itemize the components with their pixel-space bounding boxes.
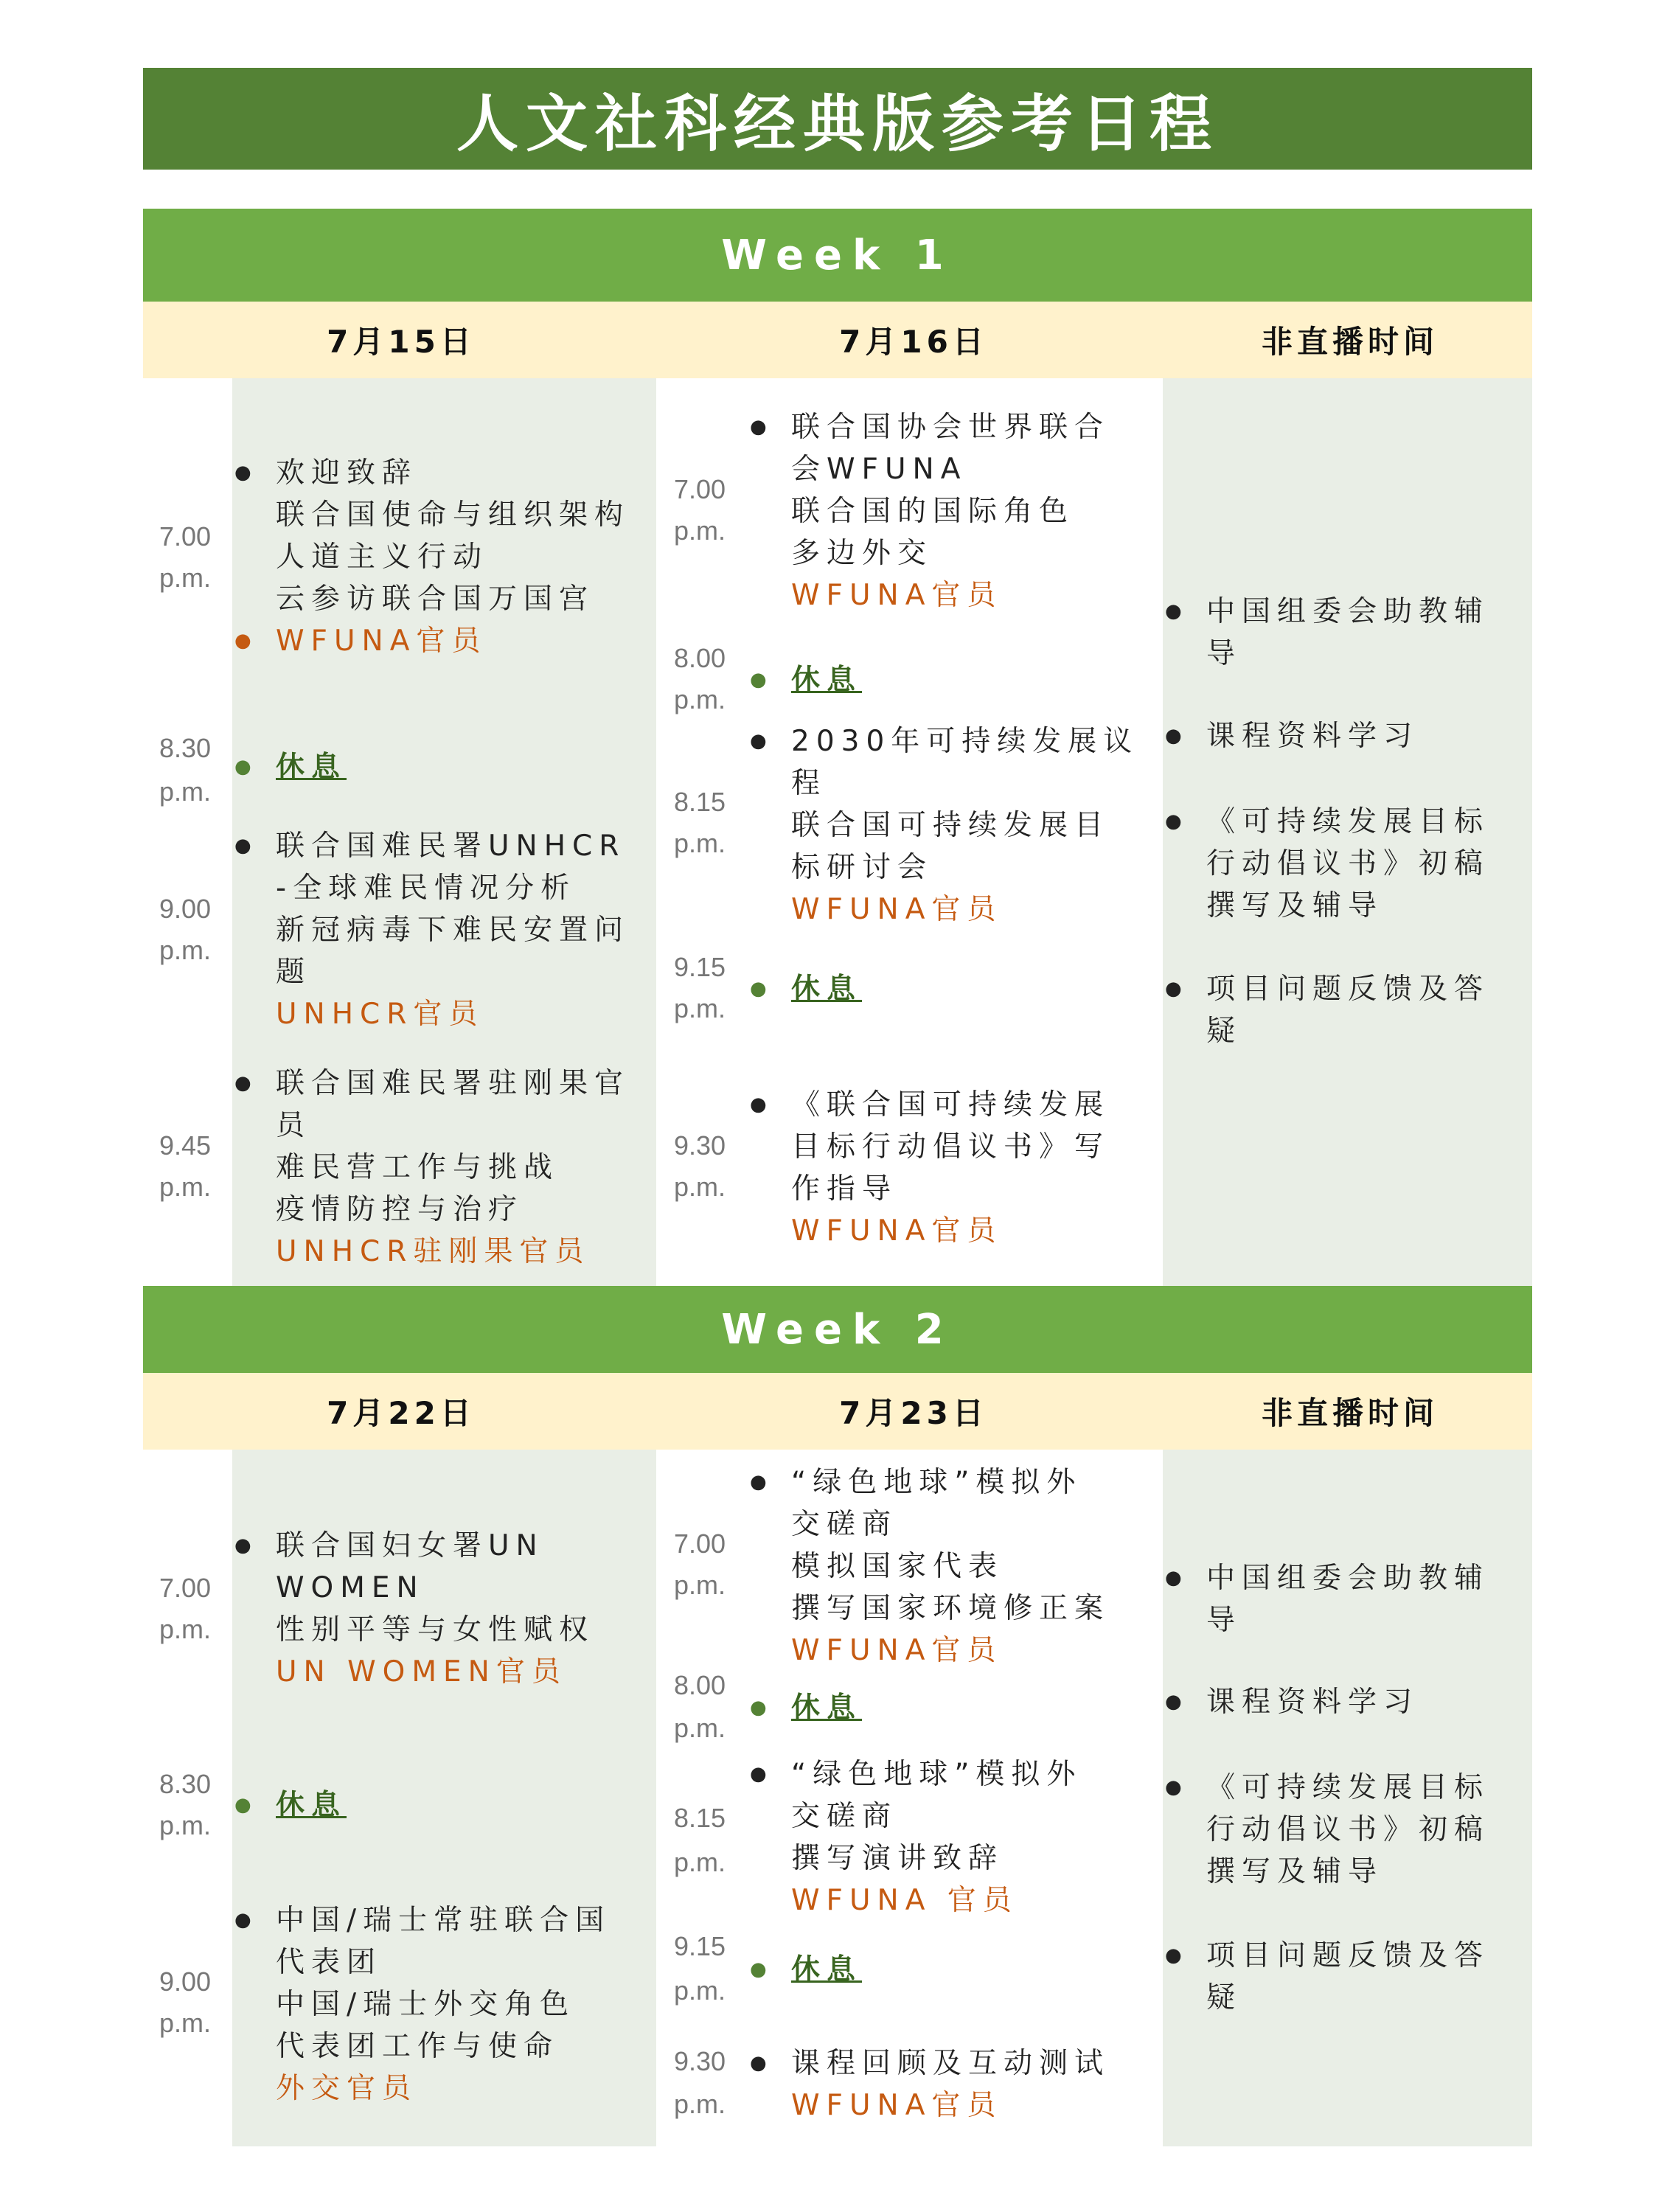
session-line: 云参访联合国万国宫 [276,582,595,616]
speaker-line: WFUNA 官员 [791,1884,1018,1917]
break-line: ● 休息 [276,746,347,788]
week2-time: p.m. [674,1713,726,1743]
speaker-line: UNHCR驻刚果官员 [276,1235,591,1268]
offline-line: 行动倡议书》初稿 [1206,1813,1490,1846]
offline-line: ● 中国组委会助教辅 [1206,591,1489,633]
session-line: 交磋商 [791,1800,898,1833]
bullet-icon: ● [750,978,773,1000]
break-line: ● 休息 [791,1687,862,1729]
session-line: ● 联合国难民署驻刚果官 [276,1062,630,1105]
session-line: ● 2030年可持续发展议 [791,720,1138,762]
week1-time: 9.30 [674,1130,726,1161]
page-title: 人文社科经典版参考日程 [456,87,1219,160]
session-line: 员 [276,1109,312,1142]
session-line: 疫情防控与治疗 [276,1193,524,1226]
week2-header-date2: 7月23日 [839,1395,988,1431]
session-line: 性别平等与女性赋权 [276,1613,595,1646]
week1-header-date2: 7月16日 [839,324,988,360]
speaker-line: UN WOMEN官员 [276,1655,567,1688]
session-line: ● 联合国协会世界联合 [791,406,1110,448]
session-line: 标研讨会 [791,851,933,884]
session-line: 多边外交 [791,537,933,570]
week1-banner [143,209,1532,302]
week2-col1-session1 [234,1525,595,1693]
bullet-icon: ● [750,1697,773,1719]
week2-time: 7.00 [674,1528,726,1559]
speaker-line: ● WFUNA官员 [276,620,630,662]
bullet-icon: ● [234,462,258,484]
week2-time: p.m. [159,1614,212,1644]
bullet-icon: ● [234,1794,258,1816]
week1-time: 7.00 [674,474,726,504]
session-line: ● 《联合国可持续发展 [791,1084,1110,1126]
bullet-icon: ● [1165,1776,1189,1798]
bullet-icon: ● [750,1763,773,1785]
offline-line: ● 课程资料学习 [1206,1681,1419,1723]
week1-col2-break2 [750,968,863,1010]
speaker-line: WFUNA官员 [791,1634,1003,1667]
week1-col1-session3 [234,825,630,1035]
session-line: 目标行动倡议书》写 [791,1130,1110,1164]
week2-col1-session3 [234,1899,611,2110]
week1-col1-session4 [234,1062,630,1273]
offline-line: 行动倡议书》初稿 [1206,847,1490,880]
offline-line: 疑 [1206,1015,1242,1048]
week2-time: p.m. [159,2008,212,2038]
week2-time: 8.00 [674,1670,726,1700]
bullet-icon: ● [1165,810,1189,832]
bullet-icon: ● [750,669,773,691]
speaker-line: WFUNA官员 [791,579,1003,612]
break-line: ● 休息 [276,1784,347,1826]
speaker-line: WFUNA官员 [791,893,1003,926]
break-line: ● 休息 [791,659,862,701]
week2-header-date1: 7月22日 [327,1395,476,1431]
offline-line: ● 中国组委会助教辅 [1206,1557,1489,1599]
week2-time: p.m. [674,1570,726,1600]
session-line: 新冠病毒下难民安置问 [276,914,630,947]
week2-time: 7.00 [159,1573,212,1603]
bullet-icon: ● [234,756,258,778]
offline-line: ● 《可持续发展目标 [1206,801,1489,843]
bullet-icon: ● [234,1534,258,1557]
week1-header-date1: 7月15日 [327,324,476,360]
week1-col3-item2 [1165,715,1419,757]
bullet-icon: ● [750,1958,773,1980]
week2-col2-session3 [750,1753,1082,1921]
week1-time: 8.30 [159,733,212,763]
title-bar [143,68,1532,170]
session-line: ● 欢迎致辞 [276,452,630,494]
week1-time: p.m. [674,1172,726,1202]
session-line: 作指导 [791,1172,898,1206]
week2-time: 9.15 [674,1931,726,1961]
week2-time: 8.15 [674,1803,726,1833]
week2-col3-item4 [1165,1935,1490,2019]
week1-col2-break1 [750,659,863,701]
bullet-icon: ● [1165,978,1189,1000]
week1-time: 8.15 [674,787,726,817]
bullet-icon: ● [750,1471,773,1493]
session-line: 人道主义行动 [276,540,489,574]
bullet-icon: ● [234,835,258,857]
week2-time: 8.30 [159,1769,212,1799]
session-line: 代表团 [276,1946,383,1979]
speaker-line: 外交官员 [276,2072,418,2105]
session-line: 撰写国家环境修正案 [791,1592,1110,1625]
week2-time: p.m. [159,1810,212,1840]
break-line: ● 休息 [791,968,862,1010]
session-line: ● 中国/瑞士常驻联合国 [276,1899,611,1941]
session-line: ● 联合国难民署UNHCR [276,825,630,867]
session-line: 代表团工作与使命 [276,2030,560,2063]
week1-col1-session1 [234,452,630,662]
week1-time: 9.00 [159,894,212,924]
session-line: ● 课程回顾及互动测试 [791,2042,1110,2084]
week2-col2-session5 [750,2042,1110,2126]
bullet-icon: ● [750,2052,773,2074]
week1-header-row [143,302,1532,378]
week1-time: p.m. [674,515,726,546]
week1-time: p.m. [674,993,726,1023]
session-line: ● “绿色地球”模拟外 [791,1753,1082,1795]
session-line: 撰写演讲致辞 [791,1842,1004,1875]
bullet-icon: ● [750,1093,773,1116]
week1-col2-session1 [750,406,1110,616]
week2-banner [143,1286,1532,1373]
speaker-line: WFUNA官员 [791,2089,1003,2122]
week1-col2-session5 [750,1084,1110,1252]
week1-time: p.m. [159,935,212,965]
week1-time: 7.00 [159,521,212,552]
week1-time: p.m. [674,684,726,714]
offline-line: ● 项目问题反馈及答 [1206,968,1489,1010]
week1-header-offline: 非直播时间 [1261,324,1439,360]
week2-col2-break1 [750,1687,863,1729]
bullet-icon: ● [234,630,258,652]
session-line: 模拟国家代表 [791,1550,1004,1583]
week2-col3-item2 [1165,1681,1419,1723]
offline-line: 撰写及辅导 [1206,1855,1384,1888]
week2-time: p.m. [674,1847,726,1877]
week2-header-row [143,1373,1532,1450]
week2-col2-break2 [750,1949,863,1991]
week1-time: p.m. [159,1172,212,1202]
week2-header-offline: 非直播时间 [1261,1395,1439,1431]
offline-line: ● 项目问题反馈及答 [1206,1935,1489,1977]
session-line: WOMEN [276,1571,425,1604]
week1-col3-item3 [1165,801,1490,927]
week1-col2-session3 [750,720,1139,931]
week1-col3-item1 [1165,591,1490,675]
session-line: 中国/瑞士外交角色 [276,1988,576,2021]
week2-time: p.m. [674,1975,726,2006]
week2-time: 9.00 [159,1966,212,1997]
bullet-icon: ● [1165,725,1189,747]
bullet-icon: ● [234,1072,258,1094]
bullet-icon: ● [234,1909,258,1931]
week1-time: p.m. [159,776,212,807]
session-line: 联合国可持续发展目 [791,809,1110,842]
speaker-line: WFUNA官员 [791,1214,1003,1248]
offline-line: ● 《可持续发展目标 [1206,1767,1489,1809]
week1-time: p.m. [159,563,212,593]
offline-line: 疑 [1206,1981,1242,2014]
week1-time: 8.00 [674,643,726,673]
session-line: 程 [791,767,827,800]
week1-col1-break [234,746,347,788]
week1-time: 9.15 [674,952,726,982]
bullet-icon: ● [1165,1567,1189,1589]
session-line: 联合国使命与组织架构 [276,498,630,532]
week2-col2-session1 [750,1461,1110,1672]
session-line: 会WFUNA [791,453,967,486]
offline-line: 撰写及辅导 [1206,889,1384,922]
offline-line: 导 [1206,637,1242,670]
week1-label: Week 1 [721,231,954,279]
break-line: ● 休息 [791,1949,862,1991]
session-line: 题 [276,956,312,989]
session-line: ● 联合国妇女署UN [276,1525,594,1567]
session-line: -全球难民情况分析 [276,872,577,905]
speaker-line: UNHCR官员 [276,998,484,1031]
week2-time: p.m. [674,2089,726,2119]
week2-col1-break [234,1784,347,1826]
bullet-icon: ● [1165,1691,1189,1713]
bullet-icon: ● [1165,1944,1189,1966]
week2-col3-item1 [1165,1557,1490,1641]
session-line: ● “绿色地球”模拟外 [791,1461,1110,1503]
week1-col3-item4 [1165,968,1490,1052]
bullet-icon: ● [750,730,773,752]
bullet-icon: ● [750,416,773,438]
week1-time: p.m. [674,828,726,858]
week2-col3-item3 [1165,1767,1490,1893]
session-line: 联合国的国际角色 [791,495,1075,528]
week2-label: Week 2 [721,1305,954,1354]
session-line: 交磋商 [791,1508,898,1541]
week2-time: 9.30 [674,2046,726,2076]
week1-time: 9.45 [159,1130,212,1161]
session-line: 难民营工作与挑战 [276,1151,560,1184]
offline-line: 导 [1206,1604,1242,1637]
bullet-icon: ● [1165,600,1189,622]
offline-line: ● 课程资料学习 [1206,715,1419,757]
